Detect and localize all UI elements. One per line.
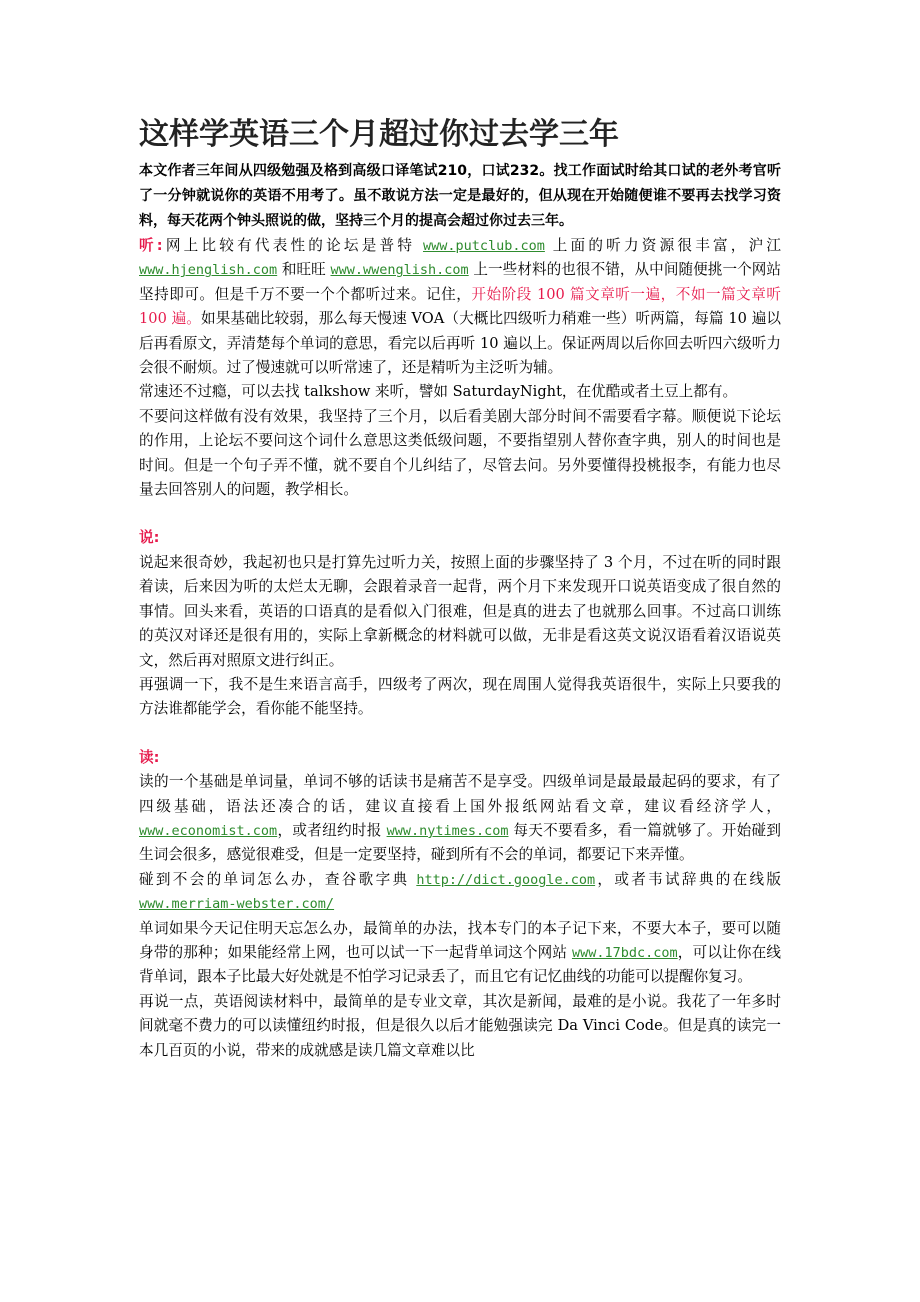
text: 读的一个基础是单词量，单词不够的话读书是痛苦不是享受。四级单词是最最最起码的要求，有了四级基础，语法还凑合的话，建议直接看上国外报纸网站看文章，建议看经济学人， [139, 773, 781, 815]
section-gap [139, 502, 781, 526]
text: 单词如果今天记住明天忘怎么办，最简单的办法，找本专门的本子记下来，不要大本子，要可以随身带的那种；如果能经常上网，也可以试一下一起背单词这个网站 [139, 919, 781, 961]
speak-heading: 说: [139, 529, 160, 547]
speak-paragraph-2: 再强调一下，我不是生来语言高手，四级考了两次，现在周围人觉得我英语很牛，实际上只要我的方法谁都能学会，看你能不能坚持。 [139, 675, 781, 718]
economist-link[interactable]: www.economist.com [139, 822, 278, 839]
page-title: 这样学英语三个月超过你过去学三年 [139, 117, 619, 152]
listen-paragraph-3: 不要问这样做有没有效果，我坚持了三个月，以后看美剧大部分时间不需要看字幕。顺便说下论坛的作用，上论坛不要问这个词什么意思这类低级问题，不要指望别人替你查字典，别人的时间也是时间。但是一个句子弄不懂，就不要自个儿纠结了，尽管去问。另外要懂得投桃报李，有能力也尽量去回答别人的问题，教学相长。 [139, 407, 781, 499]
text: ，或者纽约时报 [277, 821, 387, 839]
read-paragraph-4: 再说一点，英语阅读材料中，最简单的是专业文章，其次是新闻，最难的是小说。我花了一年多时间就毫不费力的可以读懂纽约时报，但是很久以后才能勉强读完 Da Vinci Code。但是真的读完一本几百页的小说，带来的成就感是读几篇文章难以比 [139, 992, 781, 1059]
read-paragraph-1 [139, 770, 781, 868]
read-paragraph-3 [139, 917, 781, 990]
putclub-link[interactable]: www.putclub.com [422, 238, 545, 254]
text: 每天不要看多，看一篇就够了。开始碰到生词会很多，感觉很难受，但是一定要坚持，碰到所有不会的单词，都要记下来弄懂。 [139, 821, 781, 864]
text: 碰到不会的单词怎么办，查谷歌字典 [139, 870, 417, 888]
text: 上一些材料的也很不错，从中间随便挑一个网站坚持即可。但是千万不要一个个都听过来。记住， [139, 261, 781, 303]
document-page [139, 113, 781, 1063]
intro-paragraph: 本文作者三年间从四级勉强及格到高级口译笔试210，口试232。找工作面试时给其口试的老外考官听了一分钟就说你的英语不用考了。虽不敢说方法一定是最好的，但从现在开始随便谁不要再去找学习资料，每天花两个钟头照说的做，坚持三个月的提高会超过你过去三年。 [139, 163, 781, 229]
text: ，或者韦试辞典的在线版 [595, 870, 781, 888]
read-heading: 读: [139, 748, 160, 766]
section-gap [139, 722, 781, 746]
text: ，可以让你在线背单词，跟本子比最大好处就是不怕学习记录丢了，而且它有记忆曲线的功能可以提醒你复习。 [139, 943, 781, 986]
hjenglish-link[interactable]: www.hjenglish.com [139, 262, 278, 279]
read-paragraph-2 [139, 868, 781, 917]
wwenglish-link[interactable]: www.wwenglish.com [330, 262, 469, 279]
listen-paragraph-2: 常速还不过瘾，可以去找 talkshow 来听，譬如 SaturdayNight，在优酷或者土豆上都有。 [139, 383, 738, 401]
text: 网上比较有代表性的论坛是普特 [162, 237, 423, 254]
17bdc-link[interactable]: www.17bdc.com [571, 944, 678, 961]
google-dict-link[interactable]: http://dict.google.com [416, 871, 596, 888]
merriam-webster-link[interactable]: www.merriam-webster.com/ [139, 896, 335, 913]
speak-paragraph-1: 说起来很奇妙，我起初也只是打算先过听力关，按照上面的步骤坚持了 3 个月，不过在听的同时跟着读，后来因为听的太烂太无聊，会跟着录音一起背，两个月下来发现开口说英语变成了很自然的事情。回头来看，英语的口语真的是看似入门很难，但是真的进去了也就那么回事。不过高口训练的英汉对译还是很有用的，实际上拿新概念的材料就可以做，无非是看这英文说汉语看着汉语说英文，然后再对照原文进行纠正。 [139, 553, 781, 669]
read-heading-line [139, 746, 781, 770]
text: 和旺旺 [277, 261, 331, 279]
text: 上面的听力资源很丰富，沪江 [544, 237, 782, 254]
nytimes-link[interactable]: www.nytimes.com [386, 822, 509, 839]
listen-heading: 听: [139, 237, 163, 254]
speak-heading-line [139, 526, 781, 550]
listen-paragraph-1 [139, 234, 781, 380]
highlight-text: 开始阶段 100 篇文章听一遍，不如一篇文章听 100 遍。 [139, 285, 781, 328]
text: 如果基础比较弱，那么每天慢速 VOA（大概比四级听力稍难一些）听两篇，每篇 10 遍以后再看原文，弄清楚每个单词的意思，看完以后再听 10 遍以上。保证两周以后你回去听四六级听力会很不耐烦。过了慢速就可以听常速了，还是精听为主泛听为辅。 [139, 310, 781, 377]
